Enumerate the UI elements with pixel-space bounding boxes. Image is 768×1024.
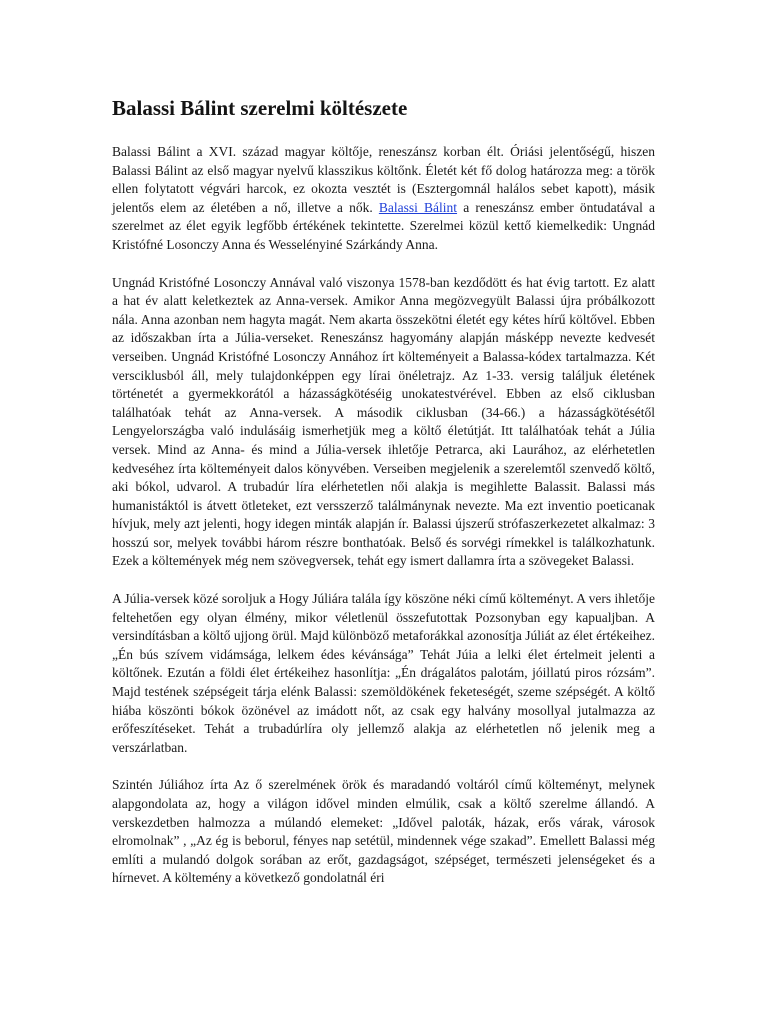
document-title: Balassi Bálint szerelmi költészete	[112, 96, 408, 120]
paragraph-anna-versek: Ungnád Kristófné Losonczy Annával való viszonya 1578-ban kezdődött és hat évig tartott. Ez alatt a hat év alatt keletkeztek az Anna-versek. Amikor Anna megözvegyült Balassi újra próbálkozott nála. Anna azonban nem hagyta magát. Nem akarta összekötni életét egy kétes hírű költővel. Ebben az időszakban írta a Júlia-verseket. Reneszánsz hagyomány alapján másképp nevezte kedvesét verseiben. Ungnád Kristófné Losonczy Annához írt költeményeit a Balassa-kódex tartalmazza. Két versciklusból áll, mely tulajdonképpen egy lírai önéletrajz. Az 1-33. versig találjuk életének történetét a gyermekkorától a házasságkötéséig unokatestvérével. Ebben az első ciklusban találhatóak tehát az Anna-versek. A második ciklusban (34-66.) a házasságkötésétől Lengyelországba való indulásáig ismerhetjük meg a költő életútját. Itt találhatóak tehát a Júlia versek. Mind az Anna- és mind a Júlia-versek ihletője Petrarca, aki Laurához, az elérhetetlen kedveséhez írta költeményeit dalos könyvében. Verseiben megjelenik a szerelemtől szenvedő költő, aki bókol, udvarol. A trubadúr líra elérhetetlen női alakja is megihlette Balassit. Balassi más humanistáktól is átvett ötleteket, ezt versszerző találmánynak nevezte. Ma ezt inventio poeticanak hívjuk, mely azt jelenti, hogy idegen minták alapján ír. Balassi újszerű strófaszerkezetet alkalmaz: 3 hosszú sor, melyek további három részre bonthatóak. Belső és sorvégi rímekkel is találkozhatunk. Ezek a költemények még nem szövegversek, tehát egy ismert dallamra írta a szövegeket Balassi.	[112, 274, 655, 569]
paragraph-intro-continuation: a reneszánsz ember öntudatával a szerelmet az élet egyik legfőbb értékének tekintette. Szerelmei közül kettő kiemelkedik: Ungnád Kristófné Losonczy Anna és Wesselényiné Szárkándy Anna.	[112, 199, 656, 252]
paragraph-intro-text: Balassi Bálint a XVI. század magyar költője, reneszánsz korban élt. Óriási jelentőségű, hiszen Balassi Bálint az első magyar nyelvű klasszikus költőnk. Életét két fő dolog határozza meg: a török ellen folytatott végvári harcok, ez okozta vesztét is (Esztergomnál halálos sebet kapott), másik jelentős elem az életében a nő, illetve a nők.	[112, 144, 655, 215]
document-page	[112, 95, 655, 907]
balassi-balint-link[interactable]: Balassi Bálint	[378, 199, 458, 215]
paragraph-julia-versek: A Júlia-versek közé soroljuk a Hogy Júliára talála így köszöne néki című költeményt. A vers ihletője feltehetően egy olyan élmény, mikor véletlenül összefutottak Pozsonyban egy kapualjban. A versindításban a költő ujjong örül. Majd különböző metaforákkal azonosítja Júliát az élet értékeihez. „Én bús szívem vidámsága, lelkem édes kévánsága” Tehát Júia a lelki élet értelmeit jelenti a költőnek. Ezután a földi élet értékeihez hasonlítja: „Én drágalátos palotám, jóillatú piros rózsám”. Majd testének szépségeit tárja elénk Balassi: szemöldökének feketeségét, szeme szépségét. A költő hiába köszönti bókok özönével az imádott nőt, az csak egy halvány mosollyal jutalmazza az erőfeszítéseket. Tehát a trubadúrlíra oly jellemző alakja az elérhetetlen nő jelenik meg a verszárlatban.	[112, 591, 655, 755]
paragraph-orok-szerelem: Szintén Júliához írta Az ő szerelmének örök és maradandó voltáról című költeményt, melynek alapgondolata az, hogy a világon idővel minden elmúlik, csak a költő szerelme állandó. A verskezdetben halmozza a múlandó elemeket: „Idővel paloták, házak, erős várak, városok elromolnak” , „Az ég is beborul, fényes nap setétül, mindennek vége szakad”. Emellett Balassi még említi a mulandó dolgok sorában az erőt, gazdagságot, szépséget, természeti jelenségeket és a hírnevet. A költemény a következő gondolatnál éri	[112, 777, 655, 886]
paragraph-intro	[112, 143, 655, 255]
